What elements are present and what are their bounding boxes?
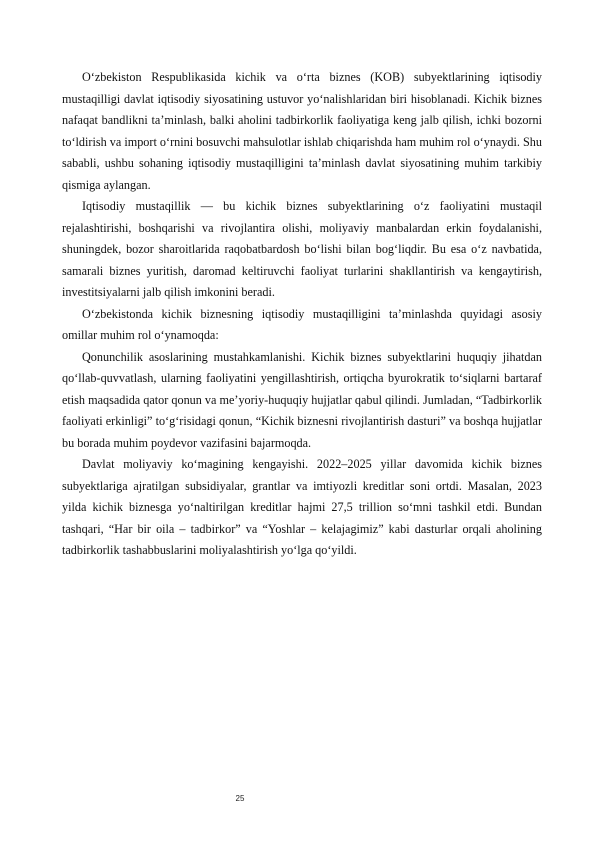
paragraph: Davlat moliyaviy ko‘magining kengayishi. 2022–2025 yillar davomida kichik biznes subyektlariga ajratilgan subsidiyalar, grantlar va imtiyozli kreditlar soni ortdi. Masalan, 2023 yilda kichik biznesga yo‘naltirilgan kreditlar hajmi 27,5 trillion so‘mni tashkil etdi. Bundan tashqari, “Har bir oila – tadbirkor” va “Yoshlar – kelajagimiz” kabi dasturlar orqali aholining tadbirkorlik tashabbuslarini moliyalashtirish yo‘lga qo‘yildi. bbox=[62, 457, 542, 557]
paragraph: Iqtisodiy mustaqillik — bu kichik biznes subyektlarining o‘z faoliyatini mustaqil rejalashtirishi, boshqarishi va rivojlantira olishi, moliyaviy manbalardan erkin foydalanishi, shuningdek, bozor sharoitlarida raqobatbardosh bo‘lishi bilan bog‘liqdir. Bu esa o‘z navbatida, samarali biznes yuritish, daromad keltiruvchi faoliyat turlarini shakllantirish va kengaytirish, investitsiyalarni jalb qilish imkonini beradi. bbox=[62, 199, 542, 299]
document-page bbox=[62, 67, 542, 562]
paragraph: O‘zbekistonda kichik biznesning iqtisodiy mustaqilligini ta’minlashda quyidagi asosiy omillar muhim rol o‘ynamoqda: bbox=[62, 306, 542, 342]
paragraph: Qonunchilik asoslarining mustahkamlanishi. Kichik biznes subyektlarini huquqiy jihatdan qo‘llab-quvvatlash, ularning faoliyatini yengillashtirish, ortiqcha byurokratik to‘siqlarni bartaraf etish maqsadida qator qonun va me’yoriy-huquqiy hujjatlar qabul qilindi. Jumladan, “Tadbirkorlik faoliyati erkinligi” to‘g‘risidagi qonun, “Kichik biznesni rivojlantirish dasturi” va boshqa hujjatlar bu borada muhim poydevor vazifasini bajarmoqda. bbox=[62, 349, 542, 450]
page-number: 25 bbox=[235, 794, 245, 803]
paragraph: O‘zbekiston Respublikasida kichik va o‘rta biznes (KOB) subyektlarining iqtisodiy mustaqilligi davlat iqtisodiy siyosatining ustuvor yo‘nalishlaridan biri hisoblanadi. Kichik biznes nafaqat bandlikni ta’minlash, balki aholini tadbirkorlik faoliyatiga keng jalb qilish, ichki bozorni to‘ldirish va import o‘rnini bosuvchi mahsulotlar ishlab chiqarishda ham muhim rol o‘ynaydi. Shu sababli, ushbu sohaning iqtisodiy mustaqilligini ta’minlash davlat siyosatining muhim tarkibiy qismiga aylangan. bbox=[62, 70, 542, 192]
